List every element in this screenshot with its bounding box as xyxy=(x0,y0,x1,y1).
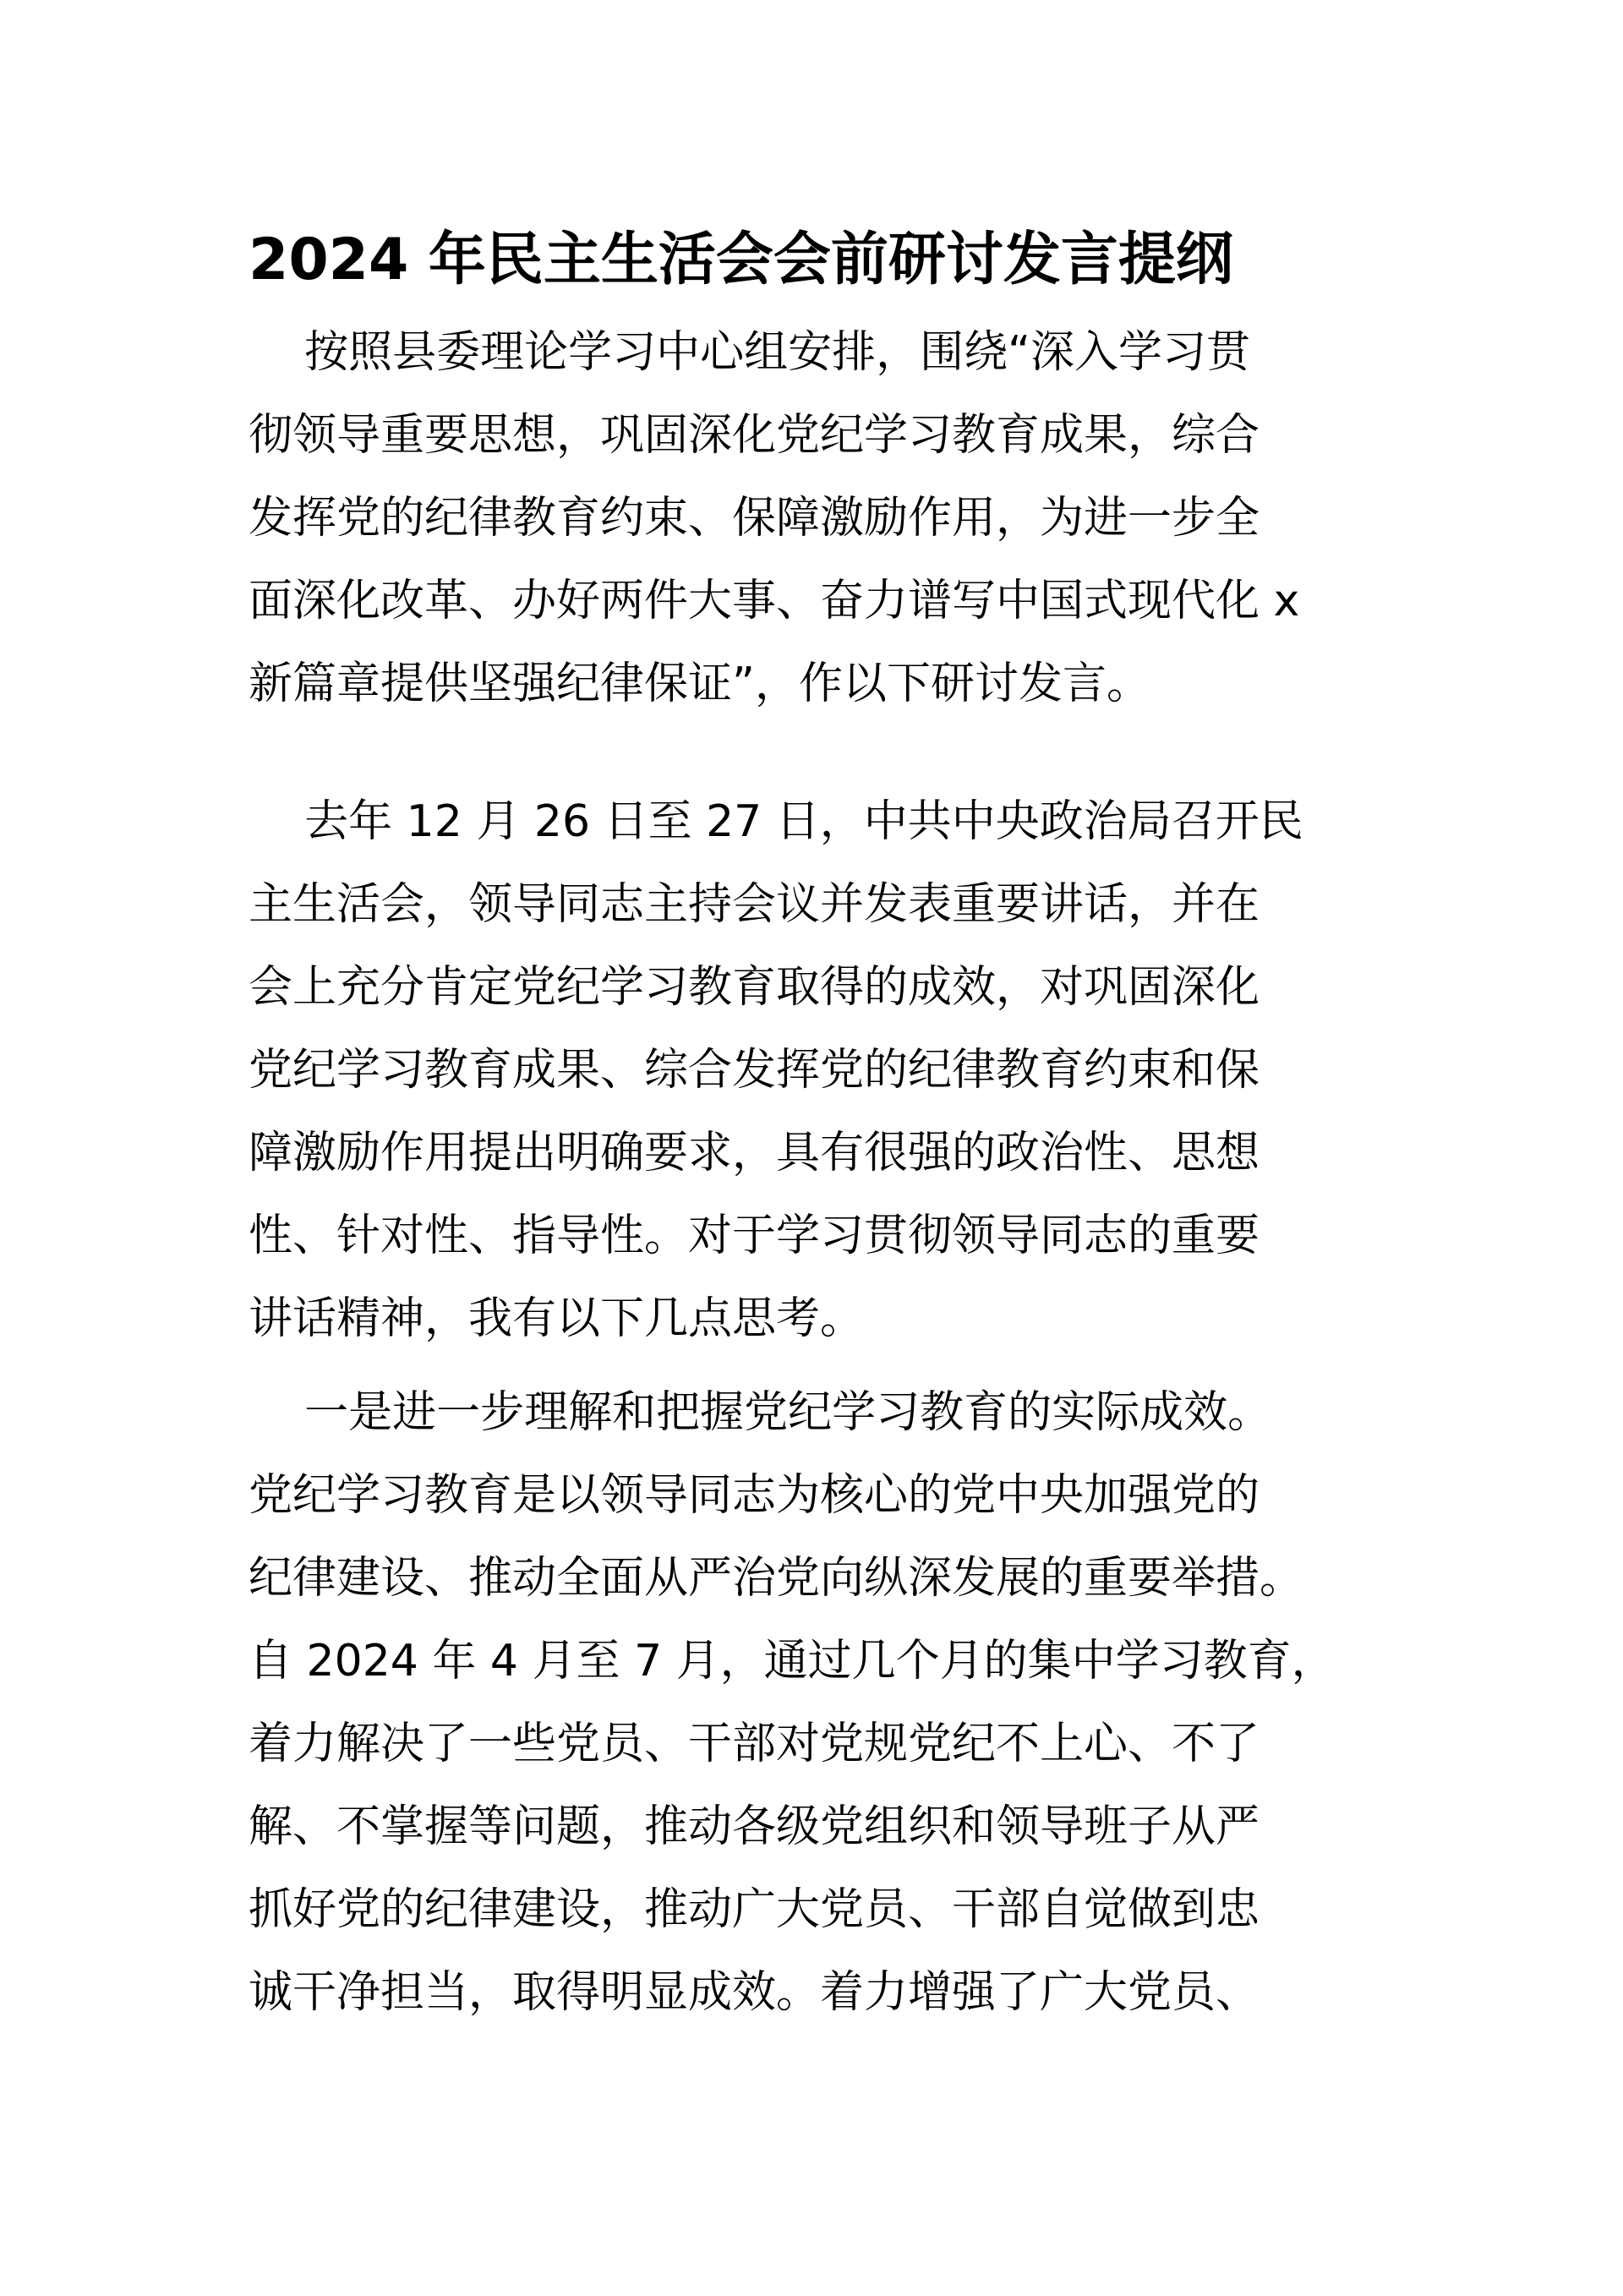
paragraph-line: 障激励作用提出明确要求，具有很强的政治性、思想 xyxy=(249,1128,1260,1178)
paragraph-line: 去年 12 月 26 日至 27 日，中共中央政治局召开民 xyxy=(249,796,1303,847)
document-title: 2024 年民主生活会会前研讨发言提纲 xyxy=(249,227,1233,293)
paragraph-line: 抓好党的纪律建设，推动广大党员、干部自觉做到忠 xyxy=(249,1884,1260,1935)
paragraph-line: 主生活会，领导同志主持会议并发表重要讲话，并在 xyxy=(249,879,1260,930)
paragraph-line: 解、不掌握等问题，推动各级党组织和领导班子从严 xyxy=(249,1801,1260,1852)
paragraph-line: 纪律建设、推动全面从严治党向纵深发展的重要举措。 xyxy=(249,1553,1304,1604)
paragraph-line: 彻领导重要思想，巩固深化党纪学习教育成果，综合 xyxy=(249,410,1260,461)
paragraph-point-one xyxy=(249,1371,1415,2034)
paragraph-line: 新篇章提供坚强纪律保证”，作以下研讨发言。 xyxy=(249,659,1150,709)
paragraph-line: 性、针对性、指导性。对于学习贯彻领导同志的重要 xyxy=(249,1211,1260,1261)
paragraph-line: 着力解决了一些党员、干部对党规党纪不上心、不了 xyxy=(249,1719,1260,1769)
paragraph-line: 党纪学习教育是以领导同志为核心的党中央加强党的 xyxy=(249,1470,1260,1521)
paragraph-line: 按照县委理论学习中心组安排，围绕“深入学习贯 xyxy=(249,327,1251,378)
paragraph-line: 党纪学习教育成果、综合发挥党的纪律教育约束和保 xyxy=(249,1045,1260,1096)
paragraph-line: 发挥党的纪律教育约束、保障激励作用，为进一步全 xyxy=(249,493,1260,544)
paragraph-line: 诚干净担当，取得明显成效。着力增强了广大党员、 xyxy=(249,1967,1260,2018)
paragraph-line: 面深化改革、办好两件大事、奋力谱写中国式现代化 x xyxy=(249,576,1300,626)
paragraph-background xyxy=(249,780,1415,1360)
paragraph-line: 自 2024 年 4 月至 7 月，通过几个月的集中学习教育， xyxy=(249,1636,1336,1686)
paragraph-line: 会上充分肯定党纪学习教育取得的成效，对巩固深化 xyxy=(249,962,1260,1013)
paragraph-line: 讲话精神，我有以下几点思考。 xyxy=(249,1293,865,1344)
paragraph-intro xyxy=(249,311,1415,725)
paragraph-line: 一是进一步理解和把握党纪学习教育的实际成效。 xyxy=(249,1387,1272,1438)
